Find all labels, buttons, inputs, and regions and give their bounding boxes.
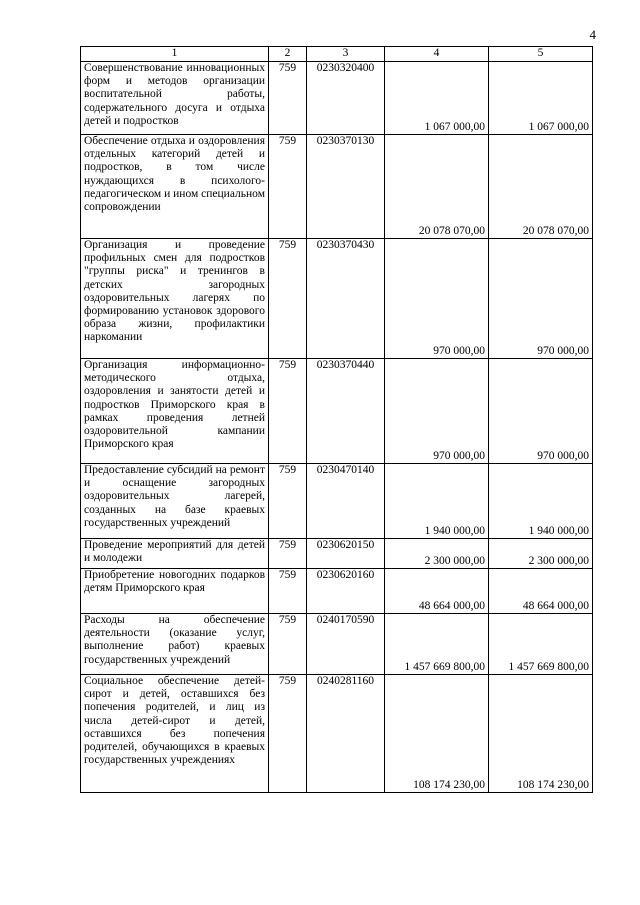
department-code: 759 <box>269 569 307 614</box>
department-code: 759 <box>269 359 307 464</box>
department-code: 759 <box>269 239 307 359</box>
amount-col4: 1 457 669 800,00 <box>385 614 489 675</box>
expense-name: Социальное обеспечение детей-сирот и детей, оставшихся без попечения родителей, и лиц из числа детей-сирот и детей, оставшихся без попечения родителей, обучающихся в краевых государственных учреждениях <box>81 675 269 793</box>
amount-col5: 1 067 000,00 <box>489 62 593 135</box>
expense-name: Проведение мероприятий для детей и молодежи <box>81 539 269 569</box>
department-code: 759 <box>269 539 307 569</box>
amount-col5: 1 940 000,00 <box>489 464 593 539</box>
table-row <box>81 464 593 539</box>
amount-col4: 1 940 000,00 <box>385 464 489 539</box>
amount-col5: 2 300 000,00 <box>489 539 593 569</box>
amount-col4: 48 664 000,00 <box>385 569 489 614</box>
target-code: 0230370440 <box>307 359 385 464</box>
target-code: 0230320400 <box>307 62 385 135</box>
expense-name: Организация и проведение профильных смен для подростков "группы риска" и тренингов в детских загородных оздоровительных лагерях по формированию установок здорового образа жизни, профилактики наркомании <box>81 239 269 359</box>
expense-name: Совершенствование инновационных форм и методов организации воспитательной работы, содержательного досуга и отдыха детей и подростков <box>81 62 269 135</box>
department-code: 759 <box>269 464 307 539</box>
target-code: 0230470140 <box>307 464 385 539</box>
table-row <box>81 539 593 569</box>
table-row <box>81 569 593 614</box>
table-row <box>81 239 593 359</box>
table-row <box>81 614 593 675</box>
table-row <box>81 135 593 239</box>
target-code: 0240170590 <box>307 614 385 675</box>
amount-col4: 970 000,00 <box>385 239 489 359</box>
department-code: 759 <box>269 135 307 239</box>
amount-col5: 48 664 000,00 <box>489 569 593 614</box>
column-header: 4 <box>385 47 489 62</box>
table-row <box>81 675 593 793</box>
department-code: 759 <box>269 614 307 675</box>
page-number: 4 <box>589 27 596 42</box>
amount-col5: 970 000,00 <box>489 359 593 464</box>
amount-col4: 20 078 070,00 <box>385 135 489 239</box>
amount-col4: 1 067 000,00 <box>385 62 489 135</box>
budget-table <box>80 46 593 793</box>
amount-col4: 108 174 230,00 <box>385 675 489 793</box>
department-code: 759 <box>269 675 307 793</box>
column-header: 1 <box>81 47 269 62</box>
amount-col4: 2 300 000,00 <box>385 539 489 569</box>
expense-name: Обеспечение отдыха и оздоровления отдельных категорий детей и подростков, в том числе нуждающихся в психолого-педагогическом и ином специальном сопровождении <box>81 135 269 239</box>
amount-col4: 970 000,00 <box>385 359 489 464</box>
column-header: 2 <box>269 47 307 62</box>
column-header: 3 <box>307 47 385 62</box>
table-row <box>81 359 593 464</box>
expense-name: Расходы на обеспечение деятельности (оказание услуг, выполнение работ) краевых государственных учреждений <box>81 614 269 675</box>
table-header-row <box>81 47 593 62</box>
target-code: 0230620150 <box>307 539 385 569</box>
amount-col5: 1 457 669 800,00 <box>489 614 593 675</box>
expense-name: Организация информационно-методического отдыха, оздоровления и занятости детей и подростков Приморского края в рамках проведения летней оздоровительной кампании Приморского края <box>81 359 269 464</box>
target-code: 0230370130 <box>307 135 385 239</box>
table-row <box>81 62 593 135</box>
amount-col5: 20 078 070,00 <box>489 135 593 239</box>
expense-name: Предоставление субсидий на ремонт и оснащение загородных оздоровительных лагерей, созданных на базе краевых государственных учреждений <box>81 464 269 539</box>
target-code: 0230620160 <box>307 569 385 614</box>
target-code: 0240281160 <box>307 675 385 793</box>
amount-col5: 970 000,00 <box>489 239 593 359</box>
amount-col5: 108 174 230,00 <box>489 675 593 793</box>
expense-name: Приобретение новогодних подарков детям Приморского края <box>81 569 269 614</box>
department-code: 759 <box>269 62 307 135</box>
target-code: 0230370430 <box>307 239 385 359</box>
column-header: 5 <box>489 47 593 62</box>
